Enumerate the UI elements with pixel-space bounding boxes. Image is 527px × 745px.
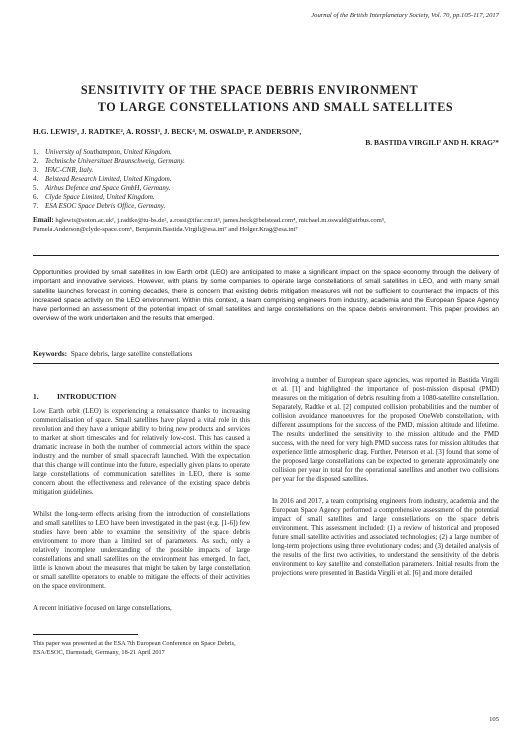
author-list [33,126,499,148]
title-line-1: SENSITIVITY OF THE SPACE DEBRIS ENVIRONMENT [80,83,419,97]
paragraph: In 2016 and 2017, a team comprising engineers from industry, academia and the European Space Agency performed a comprehensive assessment of the potential impact of small satellites and large constellations on the space debris environment. This assessment included: (1) a review of historical and proposed future small satellite activities and associated technologies; (2) a large number of long-term projections using three evolutionary codes; and (3) detailed analysis of the results of the first two activities, to understand the sensitivity of the debris environment to key satellite and constellation parameters. Initial results from the projections were presented in Bastida Virgili et al. [6] and more detailed [272,496,499,577]
abstract-top-rule [33,255,499,256]
paragraph: Low Earth orbit (LEO) is experiencing a renaissance thanks to increasing commercialisation of space. Small satellites have played a vital role in this revolution and they have a unique ability to bring new products and services to market at short timescales and for relatively low-cost. This has caused a dramatic increase in both the number of commercial actors within the space industry and the number of small spacecraft launched. With the expectation that this change will continue into the future, especially given plans to operate large constellations of communication satellites in LEO, there is some concern about the effectiveness and relevance of the existing space debris mitigation guidelines. [33,407,250,496]
affiliation-item: 7. ESA ESOC Space Debris Office, Germany. [33,201,166,210]
footnote-rule [33,634,138,635]
affiliation-item: 6. Clyde Space Limited, United Kingdom. [33,192,155,201]
keywords-label: Keywords: [33,349,68,358]
affiliation-item: 2. Technische Universitaet Braunschweig, Germany. [33,156,185,165]
body-column-right [272,376,499,578]
affiliation-item: 4. Belstead Research Limited, United Kingdom. [33,174,172,183]
title-line-2: TO LARGE CONSTELLATIONS AND SMALL SATELLITES [97,100,454,114]
affiliation-item: 5. Airbus Defence and Space GmbH, Germany. [33,183,171,192]
paragraph: Whilst the long-term effects arising from the introduction of constellations and small satellites to LEO have been investigated in the past (e.g. [1-6]) few studies have been able to examine the sensitivity of the space debris environment to more than a limited set of parameters. As such, only a relatively incomplete understanding of the possible impacts of large constellations and small satellites on the environment has emerged. In fact, little is known about the measures that might be taken by large constellation or small satellite operators to enable to mitigate the effects of their activities on the space environment. [33,509,250,590]
email-line-2: Pamela.Anderson@clyde-space.com⁶, Benjamin.Bastida.Virgili@esa.int⁷ and Holger.Krag@esa.int⁷ [33,226,298,234]
affiliation-list [33,148,185,211]
paragraph: involving a number of European space agencies, was reported in Bastida Virgili et al. [1] and highlighted the importance of post-mission disposal (PMD) measures on the mitigation of debris resulting from a 1080-satellite constellation. Separately, Radtke et al. [2] computed collision probabilities and the number of collision avoidance manoeuvres for the proposed OneWeb constellation, with different assumptions for the success of the PMD, mission altitude and lifetime. The results underlined the sensitivity to the mission altitude and the PMD success, with the need for very high PMD success rates for mission altitudes that experience little atmospheric drag. Further, Peterson et al. [3] found that some of the proposed large constellations can be expected to generate approximately one collision per year in total for the operational satellites and another two collisions per year for the disposed satellites. [272,376,499,483]
abstract-bottom-rule [33,363,499,364]
keywords-text: Space debris, large satellite constellations [70,349,193,358]
affiliation-item: 3. IFAC-CNR, Italy. [33,165,94,174]
footnote: This paper was presented at the ESA 7th European Conference on Space Debris, ESA/ESOC, Darmstadt, Germany, 18-21 April 2017 [33,640,236,656]
keywords [33,349,499,358]
section-heading [33,392,116,401]
paragraph: A recent initiative focused on large constellations, [33,603,172,612]
email-label: Email: [33,216,54,224]
paper-title [0,82,527,116]
email-block [33,216,499,234]
authors-line-1: H.G. LEWIS¹, J. RADTKE², A. ROSSI³, J. BECK⁴, M. OSWALD⁵, P. ANDERSON⁶, [33,127,302,136]
abstract: Opportunities provided by small satellites in low Earth orbit (LEO) are anticipated to make a significant impact on the space economy through the delivery of important and innovative services. However, with plans by some companies to operate large constellations of small satellites in LEO, and with many small satellite launches forecast in coming decades, there is concern that existing debris mitigation measures will not be sufficient to counteract the impacts of this increased space activity on the LEO environment. Within this context, a team comprising engineers from industry, academia and the European Space Agency have performed an assessment of the potential impact of small satellites and large constellations on the space debris environment. This paper provides an overview of the work undertaken and the results that emerged. [33,269,499,323]
section-title: INTRODUCTION [57,392,117,401]
authors-line-2: B. BASTIDA VIRGILI⁷ AND H. KRAG⁷* [365,138,499,147]
affiliation-item: 1. University of Southampton, United Kingdom. [33,148,172,156]
body-column-left [33,407,250,613]
section-number: 1. [33,392,39,401]
journal-citation: Journal of the British Interplanetary Society, Vol. 70, pp.105-117, 2017 [311,12,499,19]
email-line-1: hglewis@soton.ac.uk¹, j.radtke@tu-bs.de², a.rossi@ifac.cnr.it³, james.beck@belstead.com⁴, michael.m.oswald@airbus.com⁵, [55,217,386,224]
page-number: 105 [489,716,499,723]
